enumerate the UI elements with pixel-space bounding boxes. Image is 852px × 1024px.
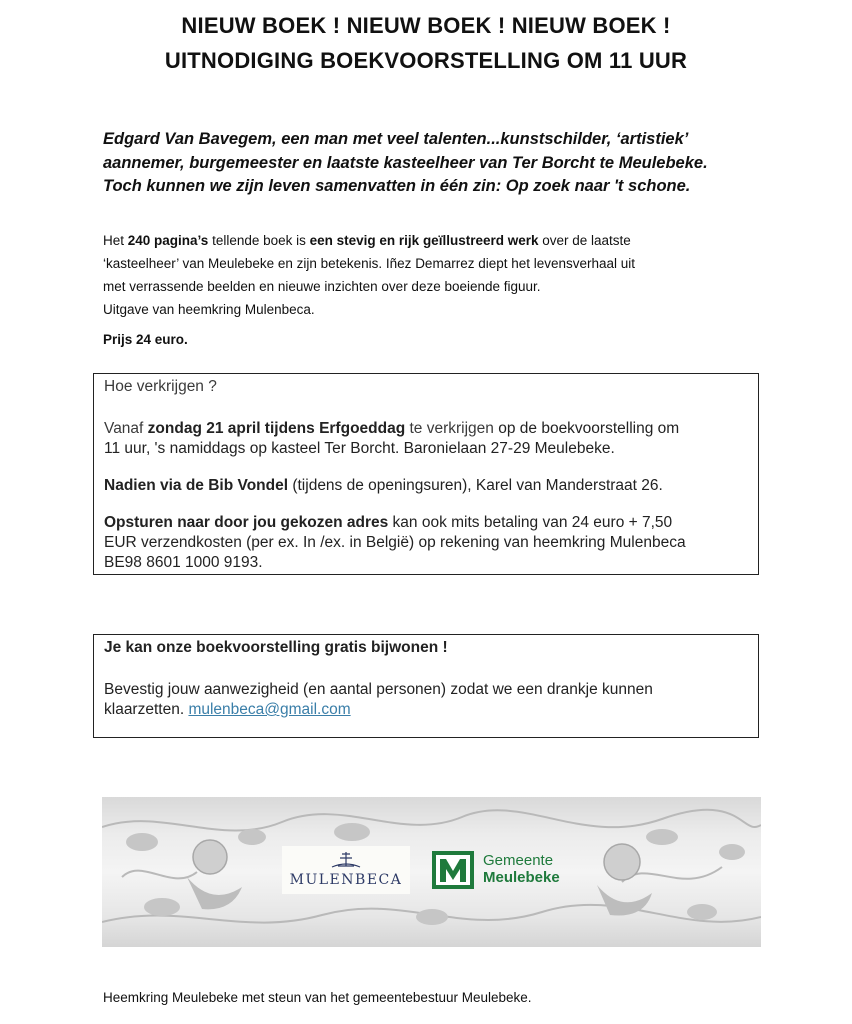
rsvp-info: Bevestig jouw aanwezigheid (en aantal personen) zodat we een drankje kunnen klaarzetten. mulenbeca@gmail.com xyxy=(104,681,653,718)
book-description xyxy=(103,229,763,321)
shipping-info: Opsturen naar door jou gekozen adres kan ook mits betaling van 24 euro + 7,50 EUR verzendkosten (per ex. In /ex. in België) op rekening van heemkring Mulenbeca BE98 8601 1000 9193. xyxy=(104,514,686,571)
email-link[interactable]: mulenbeca@gmail.com xyxy=(188,701,351,718)
intro-paragraph xyxy=(103,128,783,199)
gemeente-meulebeke-logo-text: Gemeente Meulebeke xyxy=(483,852,560,886)
price-label: Prijs 24 euro. xyxy=(103,332,188,347)
box-heading: Je kan onze boekvoorstelling gratis bijwonen ! xyxy=(104,639,448,656)
library-info: Nadien via de Bib Vondel (tijdens de openingsuren), Karel van Manderstraat 26. xyxy=(104,477,663,494)
headline-invitation: UITNODIGING BOEKVOORSTELLING OM 11 UUR xyxy=(164,48,688,73)
page-count: 240 pagina’s xyxy=(127,233,209,248)
intro-line: aannemer, burgemeester en laatste kasteelheer van Ter Borcht te Meulebeke. xyxy=(103,153,708,172)
mulenbeca-logo xyxy=(282,846,410,894)
description-line: Het 240 pagina’s tellende boek is een stevig en rijk geïllustreerd werk over de laatste xyxy=(103,233,631,248)
attendance-box xyxy=(93,634,759,738)
intro-line: Edgard Van Bavegem, een man met veel talenten...kunstschilder, ‘artistiek’ xyxy=(103,130,689,148)
description-line: ‘kasteelheer’ van Meulebeke en zijn betekenis. Iñez Demarrez diept het levensverhaal uit xyxy=(103,256,636,271)
mulenbeca-wordmark: MULENBECA xyxy=(289,872,403,888)
intro-line: Toch kunnen we zijn leven samenvatten in één zin: Op zoek naar 't schone. xyxy=(103,177,691,195)
footer-credit: Heemkring Meulebeke met steun van het gemeentebestuur Meulebeke. xyxy=(103,990,532,1005)
description-highlight: een stevig en rijk geïllustreerd werk xyxy=(309,233,539,248)
how-to-obtain-box xyxy=(93,373,759,575)
description-line: met verrassende beelden en nieuwe inzichten over deze boeiende figuur. xyxy=(103,279,541,294)
headline-new-book: NIEUW BOEK ! NIEUW BOEK ! NIEUW BOEK ! xyxy=(181,13,671,38)
box-heading: Hoe verkrijgen ? xyxy=(104,378,217,395)
gemeente-meulebeke-emblem-icon xyxy=(432,851,474,889)
launch-event-info: Vanaf zondag 21 april tijdens Erfgoeddag te verkrijgen op de boekvoorstelling om 11 uur, 's namiddags op kasteel Ter Borcht. Baronielaan 27-29 Meulebeke. xyxy=(104,420,680,457)
publisher-line: Uitgave van heemkring Mulenbeca. xyxy=(103,302,315,317)
